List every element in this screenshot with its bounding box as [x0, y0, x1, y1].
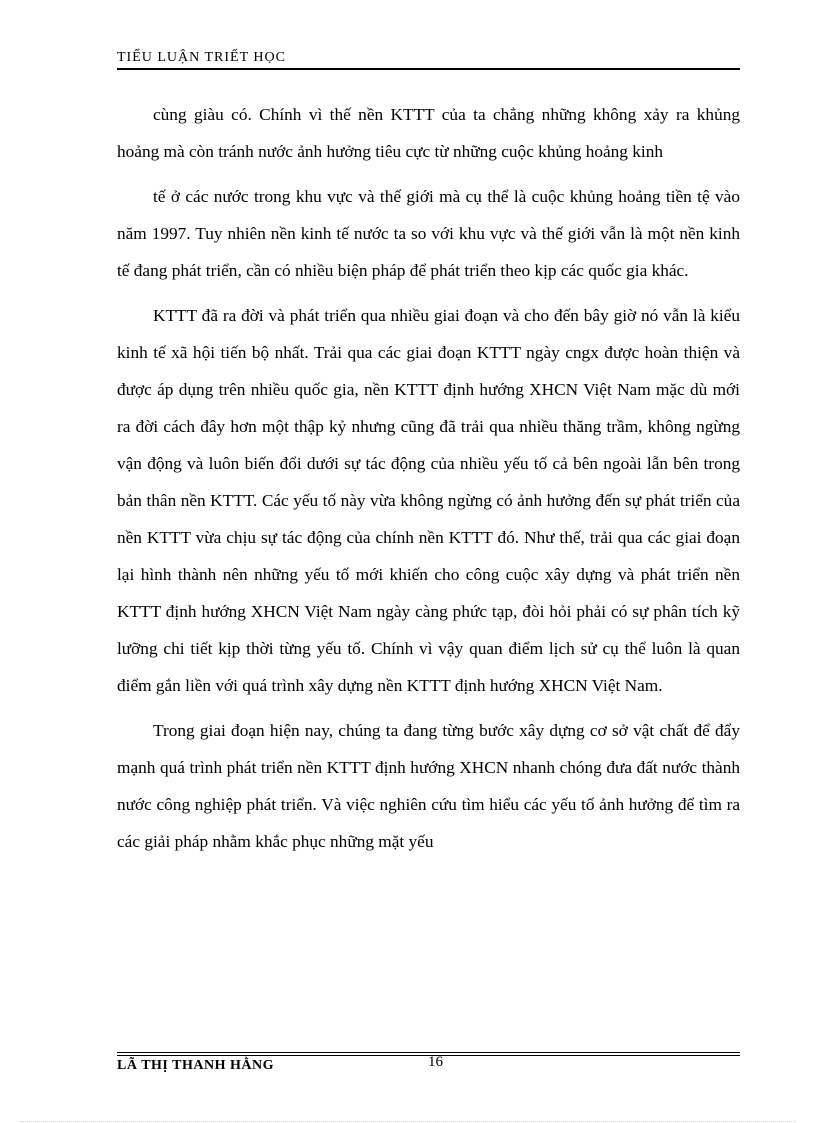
paragraph-3: KTTT đã ra đời và phát triển qua nhiều giai đoạn và cho đến bây giờ nó vẫn là kiểu kinh tế xã hội tiến bộ nhất. Trải qua các giai đoạn KTTT ngày cngx được hoàn thiện và được áp dụng trên nhiều quốc gia, nền KTTT định hướng XHCN Việt Nam mặc dù mới ra đời cách đây hơn một thập kỷ nhưng cũng đã trải qua nhiều thăng trầm, không ngừng vận động và luôn biến đổi dưới sự tác động của nhiều yếu tố cả bên ngoài lẫn bên trong bản thân nền KTTT. Các yếu tố này vừa không ngừng có ảnh hưởng đến sự phát triển của nền KTTT vừa chịu sự tác động của chính nền KTTT đó. Như thế, trải qua các giai đoạn lại hình thành nên những yếu tố mới khiến cho công cuộc xây dựng và phát triển nền KTTT định hướng XHCN Việt Nam ngày càng phức tạp, đòi hỏi phải có sự phân tích kỹ lưỡng chi tiết kịp thời từng yếu tố. Chính vì vậy quan điểm lịch sử cụ thể luôn là quan điểm gắn liền với quá trình xây dựng nền KTTT định hướng XHCN Việt Nam. — [117, 306, 740, 695]
paragraph-2: tế ở các nước trong khu vực và thế giới mà cụ thể là cuộc khủng hoảng tiền tệ vào năm 1997. Tuy nhiên nền kinh tế nước ta so với khu vực và thế giới vẫn là một nền kinh tế đang phát triển, cần có nhiều biện pháp để phát triển theo kịp các quốc gia khác. — [117, 187, 740, 280]
document-body — [117, 96, 740, 868]
paragraph-1: cùng giàu có. Chính vì thế nền KTTT của ta chẳng những không xảy ra khủng hoảng mà còn tránh nước ảnh hưởng tiêu cực từ những cuộc khủng hoảng kinh — [117, 105, 740, 161]
page-bottom-edge — [20, 1121, 796, 1122]
header-divider — [117, 68, 740, 70]
paragraph-4: Trong giai đoạn hiện nay, chúng ta đang từng bước xây dựng cơ sở vật chất để đẩy mạnh quá trình phát triển nền KTTT định hướng XHCN nhanh chóng đưa đất nước thành nước công nghiệp phát triển. Và việc nghiên cứu tìm hiểu các yếu tố ảnh hưởng để tìm ra các giải pháp nhằm khắc phục những mặt yếu — [117, 721, 740, 851]
header-title: TIỂU LUẬN TRIẾT HỌC — [117, 50, 286, 65]
footer-author: LÃ THỊ THANH HẰNG — [117, 1058, 274, 1073]
page-number: 16 — [428, 1054, 443, 1070]
footer-divider-top — [117, 1052, 740, 1053]
